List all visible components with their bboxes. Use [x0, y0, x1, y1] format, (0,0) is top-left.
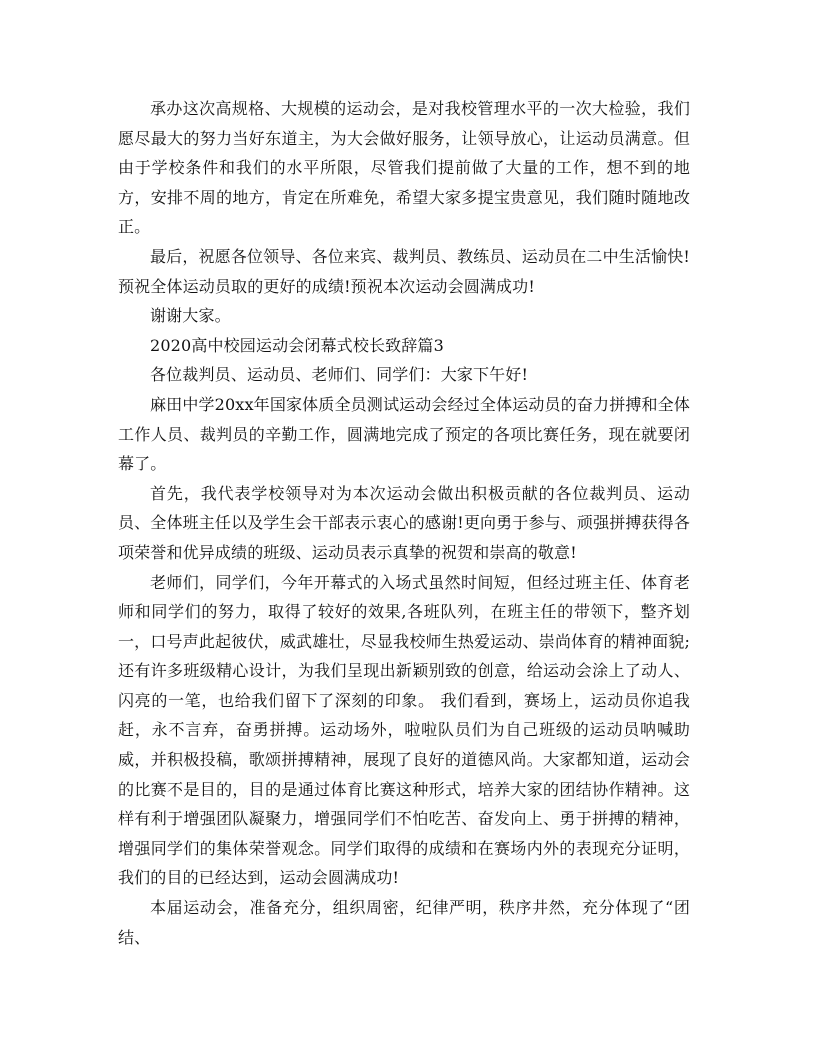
- paragraph-hosting: 承办这次高规格、大规模的运动会，是对我校管理水平的一次大检验，我们愿尽最大的努力当好东道主，为大会做好服务，让领导放心，让运动员满意。但由于学校条件和我们的水平所限，尽管我们提前做了大量的工作，想不到的地方，安排不周的地方，肯定在所难免，希望大家多提宝贵意见，我们随时随地改正。: [118, 99, 690, 237]
- section-title: 2020高中校园运动会闭幕式校长致辞篇3: [150, 335, 444, 355]
- paragraph-gratitude: 首先，我代表学校领导对为本次运动会做出积极贡献的各位裁判员、运动员、全体班主任以及学生会干部表示衷心的感谢!更向勇于参与、顽强拼搏获得各项荣誉和优异成绩的班级、运动员表示真挚的祝贺和崇高的敬意!: [118, 483, 690, 562]
- paragraph-wishes: 最后，祝愿各位领导、各位来宾、裁判员、教练员、运动员在二中生活愉快!预祝全体运动员取的更好的成绩!预祝本次运动会圆满成功!: [118, 246, 690, 296]
- paragraph-greeting: 各位裁判员、运动员、老师们、同学们：大家下午好!: [150, 365, 529, 385]
- paragraph-summary: 本届运动会，准备充分，组织周密，纪律严明，秩序井然，充分体现了“团结、: [118, 898, 690, 947]
- paragraph-thanks: 谢谢大家。: [150, 306, 231, 326]
- paragraph-review: 老师们，同学们，今年开幕式的入场式虽然时间短，但经过班主任、体育老师和同学们的努力，取得了较好的效果,各班队列，在班主任的带领下，整齐划一，口号声此起彼伏，威武雄壮，尽显我校师生热爱运动、崇尚体育的精神面貌;还有许多班级精心设计，为我们呈现出新颖别致的创意，给运动会涂上了动人、闪亮的一笔，也给我们留下了深刻的印象。 我们看到，赛场上，运动员你追我赶，永不言弃，奋勇拼搏。运动场外，啦啦队员们为自己班级的运动员呐喊助威，并积极投稿，歌颂拼搏精神，展现了良好的道德风尚。大家都知道，运动会的比赛不是目的，目的是通过体育比赛这种形式，培养大家的团结协作精神。这样有利于增强团队凝聚力，增强同学们不怕吃苦、奋发向上、勇于拼搏的精神，增强同学们的集体荣誉观念。同学们取得的成绩和在赛场内外的表现充分证明，我们的目的已经达到，运动会圆满成功!: [118, 572, 690, 888]
- document-page: [118, 94, 690, 952]
- paragraph-intro: 麻田中学20xx年国家体质全员测试运动会经过全体运动员的奋力拼搏和全体工作人员、裁判员的辛勤工作，圆满地完成了预定的各项比赛任务，现在就要闭幕了。: [118, 394, 690, 474]
